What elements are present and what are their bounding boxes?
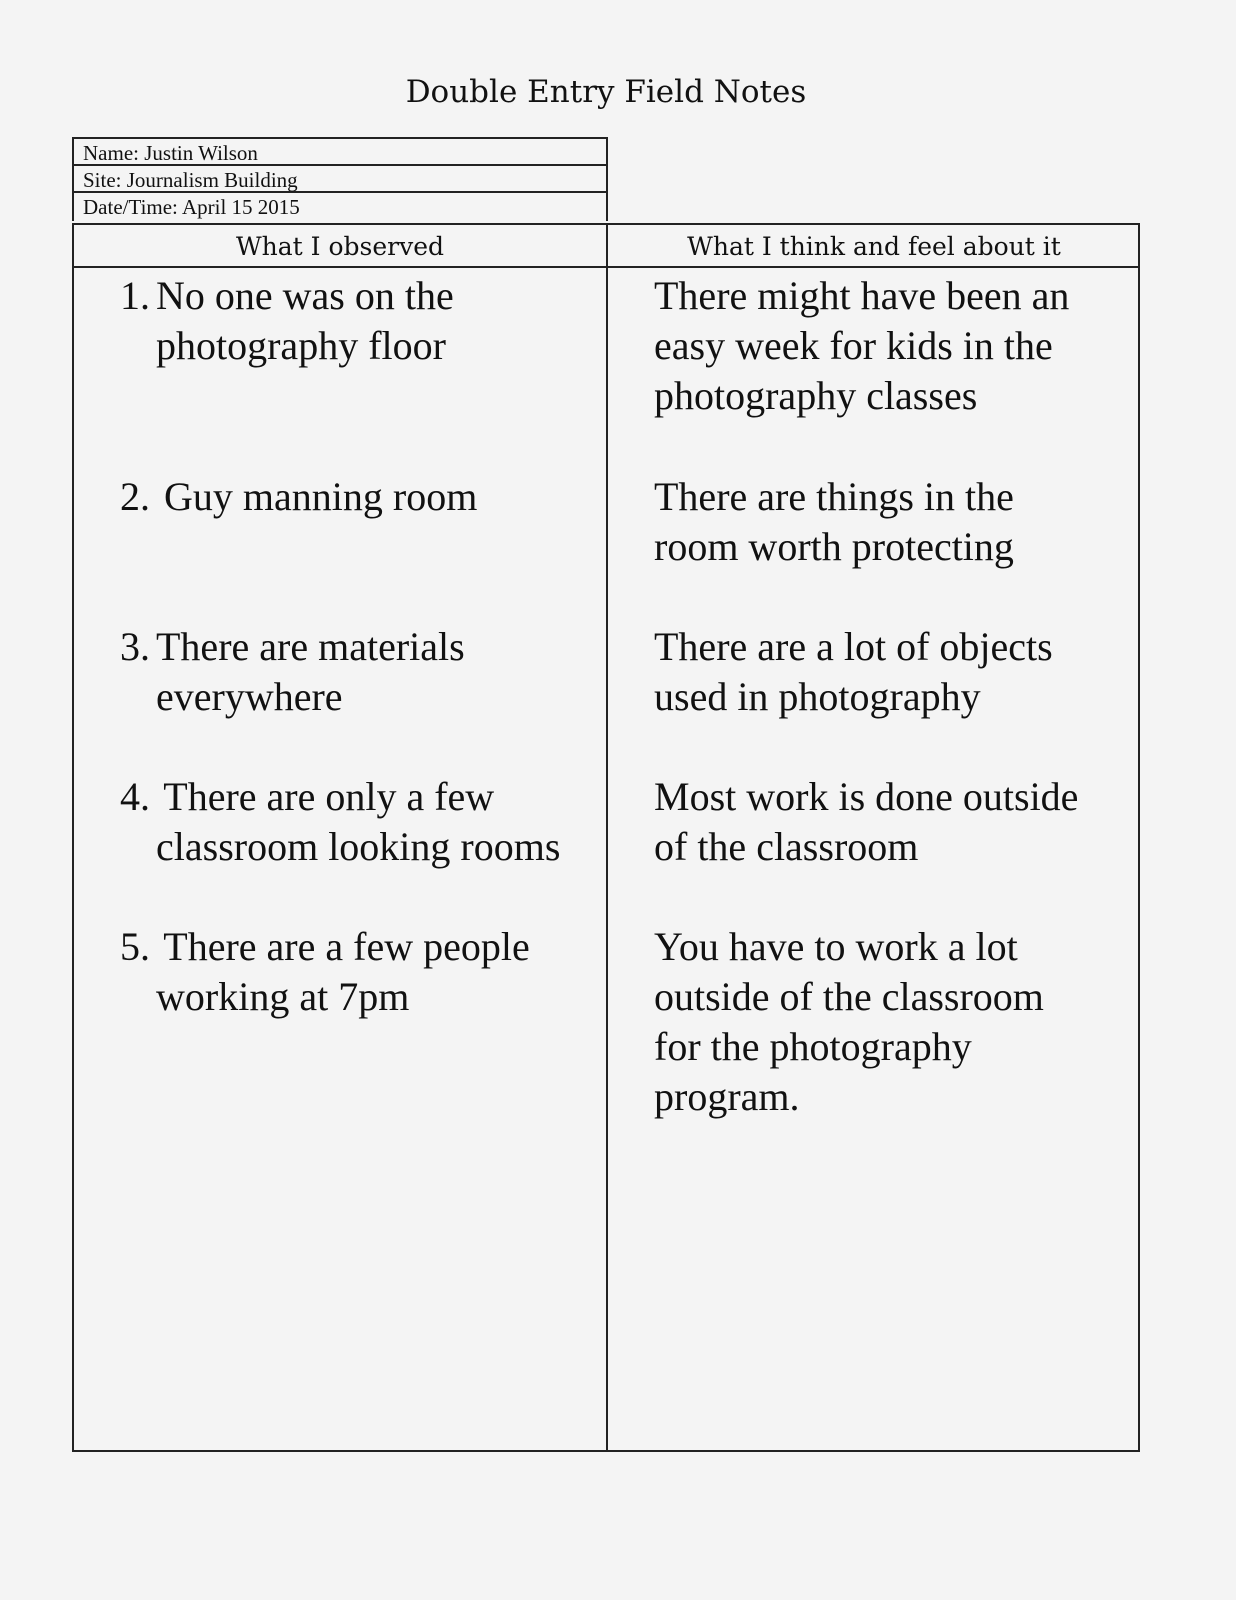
info-name: Name: Justin Wilson xyxy=(74,139,606,166)
reflection-item xyxy=(654,772,1078,872)
observation-number: 5. xyxy=(120,924,150,969)
reflection-line: room worth protecting xyxy=(654,524,1014,569)
column-divider xyxy=(606,225,608,1450)
page-title: Double Entry Field Notes xyxy=(405,74,807,110)
reflection-line: easy week for kids in the xyxy=(654,323,1053,368)
observation-line: working at 7pm xyxy=(156,974,410,1019)
reflection-line: photography classes xyxy=(654,373,978,418)
observation-number: 3. xyxy=(120,624,150,669)
reflection-line: used in photography xyxy=(654,674,981,719)
observation-item xyxy=(120,271,454,371)
header-reflection: What I think and feel about it xyxy=(687,232,1061,261)
reflection-line: You have to work a lot xyxy=(654,924,1018,969)
reflection-item xyxy=(654,472,1014,572)
observation-item xyxy=(120,622,465,722)
observation-line: There are materials xyxy=(156,624,465,669)
observation-number: 4. xyxy=(120,774,150,819)
info-box xyxy=(72,137,608,221)
observation-line: classroom looking rooms xyxy=(156,824,561,869)
observation-item xyxy=(120,472,477,522)
reflection-item xyxy=(654,922,1044,1122)
reflection-item xyxy=(654,622,1053,722)
observation-line: everywhere xyxy=(156,674,343,719)
observation-line: Guy manning room xyxy=(154,474,478,519)
observation-item xyxy=(120,772,560,872)
info-datetime: Date/Time: April 15 2015 xyxy=(83,195,300,219)
info-site: Site: Journalism Building xyxy=(74,166,606,193)
observation-line: There are a few people xyxy=(154,924,530,969)
observation-number: 1. xyxy=(120,273,150,318)
reflection-line: outside of the classroom xyxy=(654,974,1044,1019)
reflection-line: for the photography xyxy=(654,1024,972,1069)
reflection-line: Most work is done outside xyxy=(654,774,1079,819)
reflection-line: There are things in the xyxy=(654,474,1014,519)
reflection-line: program. xyxy=(654,1074,800,1119)
observation-line: photography floor xyxy=(156,323,446,368)
observation-number: 2. xyxy=(120,474,150,519)
double-entry-table xyxy=(72,223,1140,1452)
reflection-item xyxy=(654,271,1069,421)
observation-line: No one was on the xyxy=(156,273,454,318)
header-observed: What I observed xyxy=(235,232,445,261)
reflection-line: There are a lot of objects xyxy=(654,624,1053,669)
reflection-line: There might have been an xyxy=(654,273,1070,318)
observation-line: There are only a few xyxy=(154,774,495,819)
observation-item xyxy=(120,922,530,1022)
reflection-line: of the classroom xyxy=(654,824,919,869)
